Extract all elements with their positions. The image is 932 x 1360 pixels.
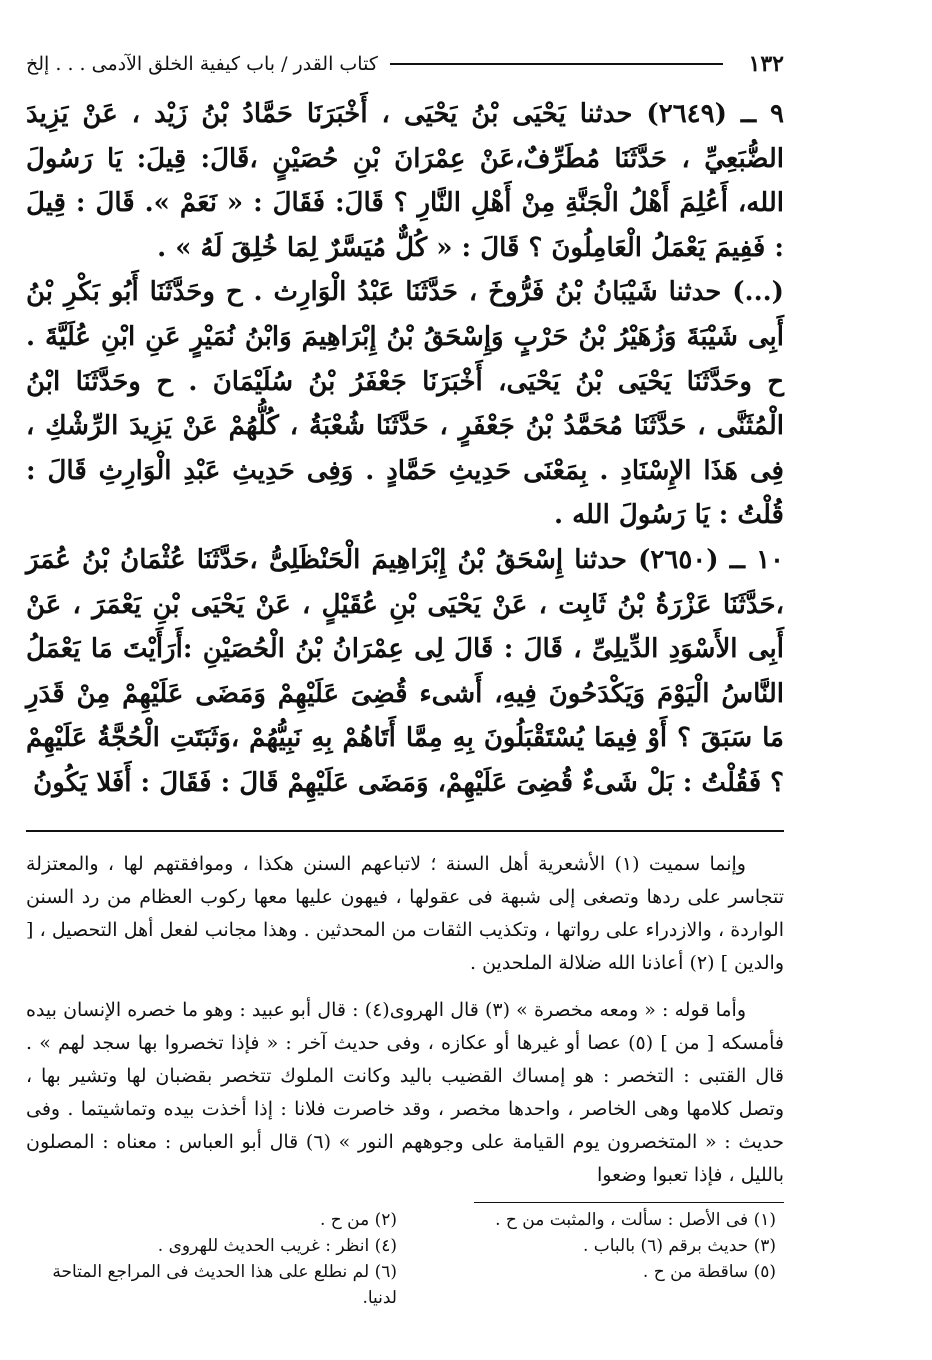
commentary-paragraph: وإنما سميت (١) الأشعرية أهل السنة ؛ لاتباعهم السنن هكذا ، وموافقتهم لها ، والمعتزلة تتجاسر على ردها وتصغى إلى شبهة فى عقولها ، فيهون عليها معها ركوب العظام من رد السنن الواردة ، والازدراء على رواتها ، وتكذيب الثقات من المحدثين . وهذا مجانب لفعل أهل التحصيل ، [ والدين ] (٢) أعاذنا الله ضلالة الملحدين . <box>26 852 784 974</box>
running-title: كتاب القدر / باب كيفية الخلق الآدمى . . . إلخ <box>26 53 378 75</box>
hadith-paragraph: (...) حدثنا شَيْبَانُ بْنُ فَرُّوخَ ، حَدَّثَنَا عَبْدُ الْوَارِث . ح وحَدَّثَنَا أَبُو بَكْرِ بْنُ أَبِى شَيْبَةَ وَزُهَيْرُ بْنُ حَرْبٍ وَإِسْحَقُ بْنُ إِبْرَاهِيمَ وَابْنُ نُمَيْرٍ عَنِ ابْنِ عُلَيَّةَ . ح وحَدَّثَنَا يَحْيَى بْنُ يَحْيَى، أَخْبَرَنَا جَعْفَرُ بْنُ سُلَيْمَانَ . ح وحَدَّثَنَا ابْنُ الْمُثَنَّى ، حَدَّثَنَا مُحَمَّدُ بْنُ جَعْفَرٍ ، حَدَّثَنَا شُعْبَةُ ، كُلُّهُمْ عَنْ يَزِيدَ الرِّشْكِ ، فِى هَذَا الإِسْنَادِ . بِمَعْنَى حَدِيثِ حَمَّادٍ . وَفِى حَدِيثِ عَبْدِ الْوَارِثِ قَالَ : قُلْتُ : يَا رَسُولَ الله . <box>26 277 784 531</box>
footnote: (٢) من ح . <box>319 1209 397 1230</box>
footnote: (١) فى الأصل : سألت ، والمثبت من ح . <box>495 1209 776 1230</box>
hadith-text <box>26 92 784 806</box>
footnote-row <box>26 1207 784 1233</box>
header-rule <box>390 63 723 65</box>
footnote: (٣) حديث برقم (٦) بالباب . <box>582 1235 776 1256</box>
footnote-rule <box>474 1202 784 1203</box>
footnotes <box>26 1207 784 1311</box>
footnote-row <box>26 1233 784 1259</box>
footnote: (٤) انظر : غريب الحديث للهروى . <box>157 1235 397 1256</box>
hadith-paragraph: ١٠ ــ (٢٦٥٠) حدثنا إِسْحَقُ بْنُ إِبْرَاهِيمَ الْحَنْظَلِىُّ ،حَدَّثَنَا عُثْمَانُ بْنُ عُمَرَ ،حَدَّثَنَا عَزْرَةُ بْنُ ثَابِت ، عَنْ يَحْيَى بْنِ عُقَيْلٍ ، عَنْ يَحْيَى بْنِ يَعْمَرَ ، عَنْ أَبِى الأَسْوَدِ الدِّيلِىِّ ، قَالَ : قَالَ لِى عِمْرَانُ بْنُ الْحُصَيْنِ :أَرَأَيْتَ مَا يَعْمَلُ النَّاسُ الْيَوْمَ وَيَكْدَحُونَ فِيهِ، أَشىء قُضِىَ عَلَيْهِمْ وَمَضَى عَلَيْهِمْ مِنْ قَدَرِ مَا سَبَقَ ؟ أَوْ فِيمَا يُسْتَقْبَلُونَ بِهِ مِمَّا أَتَاهُمْ بِهِ نَبِيُّهُمْ ،وَثَبَتَتِ الْحُجَّةُ عَلَيْهِمْ ؟ فَقُلْتُ : بَلْ شَىءٌ قُضِىَ عَلَيْهِمْ، وَمَضَى عَلَيْهِمْ قَالَ : فَقَالَ : أَفَلا يَكُونُ <box>26 544 784 798</box>
page-number: ١٣٢ <box>748 51 784 77</box>
running-header <box>26 44 784 84</box>
footnote-row <box>26 1259 784 1311</box>
commentary-separator <box>26 830 784 832</box>
commentary <box>26 848 784 1192</box>
commentary-paragraph: وأما قوله : « ومعه مخصرة » (٣) قال الهروى(٤) : قال أبو عبيد : وهو ما خصره الإنسان بيده فأمسكه [ من ] (٥) عصا أو غيرها أو عكازه ، وفى حديث آخر : « فإذا تخصروا بها سجد لهم » . قال القتبى : التخصر : هو إمساك القضيب باليد وكانت الملوك تتخصر بقضبان لها وتشير بها ، وتصل كلامها وهى الخاصر ، واحدها مخصر ، وقد خاصرت فلانا : إذا أخذت بيده وتماشيتما . وفى حديث : « المتخصرون يوم القيامة على وجوههم النور » (٦) قال أبو العباس : معناه : المصلون بالليل ، فإذا تعبوا وضعوا <box>26 998 784 1186</box>
page <box>26 44 784 1311</box>
footnote: (٥) ساقطة من ح . <box>642 1261 776 1282</box>
footnote: (٦) لم نطلع على هذا الحديث فى المراجع المتاحة لدنيا. <box>52 1261 397 1308</box>
hadith-paragraph: ٩ ــ (٢٦٤٩) حدثنا يَحْيَى بْنُ يَحْيَى ، أَخْبَرَنَا حَمَّادُ بْنُ زَيْد ، عَنْ يَزِيدَ الضُّبَعِيِّ ، حَدَّثَنَا مُطَرِّفٌ،عَنْ عِمْرَانَ بْنِ حُصَيْنٍ ،قَالَ: قِيلَ: يَا رَسُولَ الله، أَعُلِمَ أَهْلُ الْجَنَّةِ مِنْ أَهْلِ النَّارِ ؟ قَالَ: فَقَالَ : « نَعَمْ ». قَالَ : قِيلَ : فَفِيمَ يَعْمَلُ الْعَامِلُونَ ؟ قَالَ : « كُلٌّ مُيَسَّرٌ لِمَا خُلِقَ لَهُ » . <box>26 99 784 263</box>
